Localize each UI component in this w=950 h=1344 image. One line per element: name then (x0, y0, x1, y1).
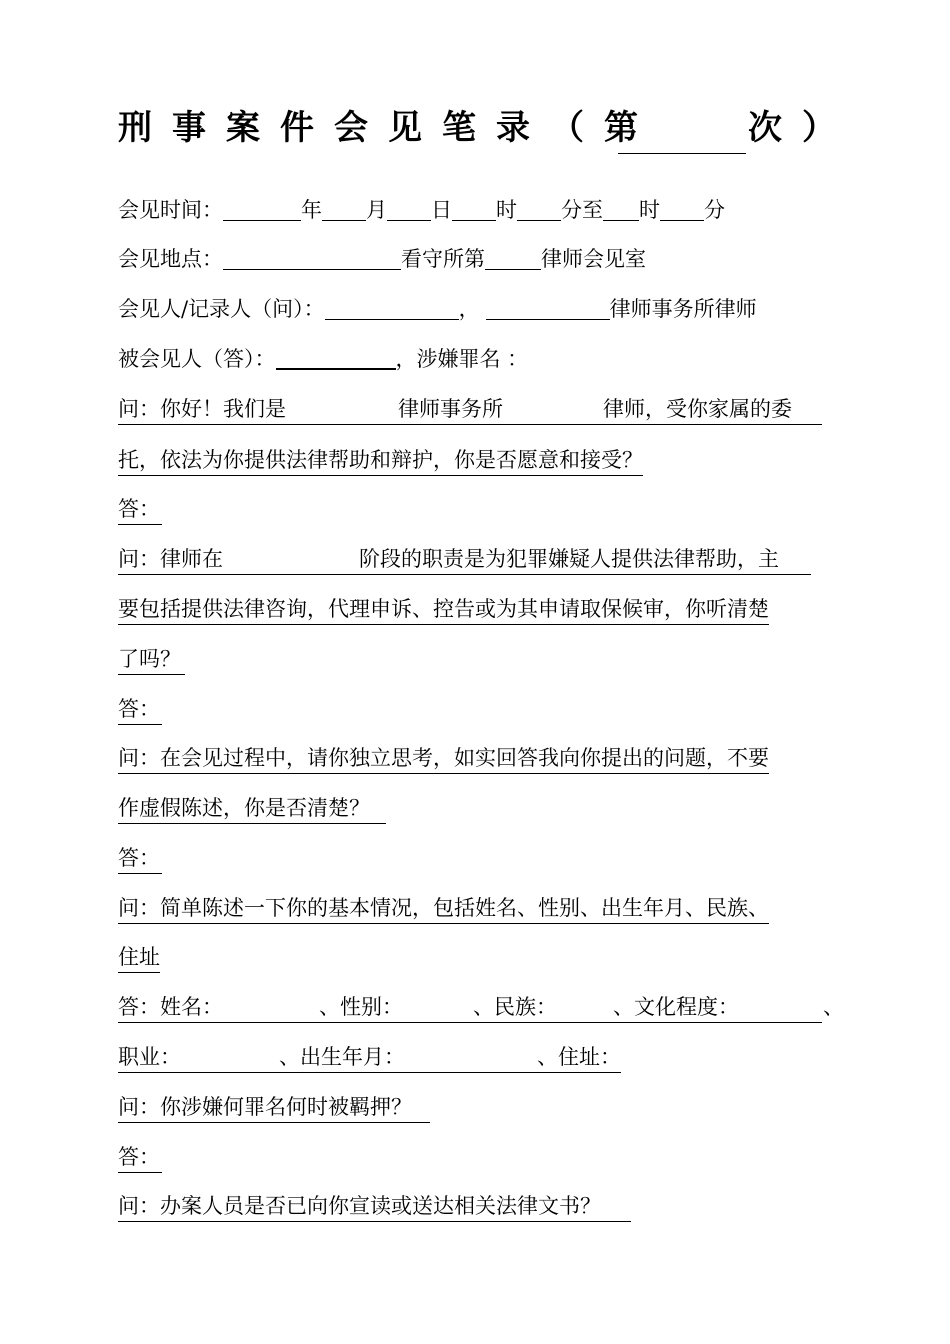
meeting-time-label: 会见时间： (118, 198, 223, 222)
q6-text: 问：办案人员是否已向你宣读或送达相关法律文书？ (118, 1194, 631, 1222)
a4-line2 (118, 1045, 621, 1073)
a4-addr-label: 、住址： (537, 1045, 621, 1069)
day-label: 日 (431, 198, 452, 222)
jail-label: 看守所第 (401, 247, 485, 271)
q4-text-a: 问：简单陈述一下你的基本情况，包括姓名、性别、出生年月、民族、 (118, 896, 769, 924)
q4-text-b: 住址 (118, 945, 160, 973)
minute-to-label: 分至 (561, 198, 603, 222)
a3-row (118, 846, 162, 874)
law-firm-blank[interactable] (486, 299, 610, 320)
q3-text-b: 作虚假陈述，你是否清楚？ (118, 796, 386, 824)
q5-text: 问：你涉嫌何罪名何时被羁押？ (118, 1095, 430, 1123)
answer-label: 答： (118, 697, 162, 725)
room-number-blank[interactable] (485, 249, 541, 270)
meeting-place-row (118, 247, 646, 271)
session-number-blank[interactable] (618, 153, 746, 154)
a4-birth-label: 、出生年月： (279, 1045, 405, 1069)
q1-text-b: 律师事务所 (398, 397, 503, 421)
q6-row (118, 1194, 631, 1222)
q5-row (118, 1095, 430, 1123)
answer-label: 答： (118, 846, 162, 874)
q2-text-b: 阶段的职责是为犯罪嫌疑人提供法律帮助，主 (359, 547, 779, 571)
q4-line1 (118, 896, 769, 924)
document-title: 刑事案件会见笔录（第 (118, 108, 658, 148)
a4-education-label: 、文化程度： (613, 995, 739, 1019)
minute2-label: 分 (704, 198, 725, 222)
q2-text-d: 了吗？ (118, 647, 185, 675)
q4-line2 (118, 945, 160, 973)
a4-gender-label: 、性别： (319, 995, 403, 1019)
interviewer-comma: ， (458, 297, 480, 321)
q2-line2 (118, 597, 769, 625)
a4-ethnic-label: 、民族： (473, 995, 557, 1019)
interviewee-name-blank[interactable] (276, 348, 396, 370)
q1-text-a: 问：你好！我们是 (118, 397, 286, 421)
a2-row (118, 697, 162, 725)
q2-line1 (118, 547, 811, 575)
q3-line1 (118, 746, 769, 774)
q2-line3 (118, 647, 185, 675)
document-title-end: 次） (748, 108, 856, 148)
year-blank[interactable] (223, 200, 301, 221)
hour2-label: 时 (639, 198, 660, 222)
minute2-blank[interactable] (660, 200, 704, 221)
hour-label: 时 (496, 198, 517, 222)
hour-blank[interactable] (452, 200, 496, 221)
month-label: 月 (366, 198, 387, 222)
month-blank[interactable] (322, 200, 366, 221)
interviewee-row (118, 347, 528, 371)
q1-line2 (118, 448, 643, 476)
interviewer-label: 会见人/记录人（问）： (118, 297, 325, 321)
a4-name-label: 答：姓名： (118, 995, 223, 1019)
q1-line1 (118, 397, 822, 425)
a4-job-label: 职业： (118, 1045, 181, 1069)
q2-text-c: 要包括提供法律咨询，代理申诉、控告或为其申请取保候审，你听清楚 (118, 597, 769, 625)
a5-row (118, 1145, 162, 1173)
year-label: 年 (301, 198, 322, 222)
q1-text-c: 律师，受你家属的委 (603, 397, 792, 421)
crime-label: ，涉嫌罪名 ： (395, 347, 529, 371)
jail-name-blank[interactable] (223, 249, 401, 270)
interviewee-label: 被会见人（答）： (118, 347, 276, 371)
interviewer-suffix: 律师事务所律师 (609, 297, 757, 321)
q3-text-a: 问：在会见过程中，请你独立思考，如实回答我向你提出的问题，不要 (118, 746, 769, 774)
minute-blank[interactable] (517, 200, 561, 221)
interviewer-name-blank[interactable] (325, 299, 459, 320)
q2-text-a: 问：律师在 (118, 547, 223, 571)
meeting-time-row (118, 198, 725, 222)
room-label: 律师会见室 (541, 247, 646, 271)
a1-row (118, 497, 162, 525)
answer-label: 答： (118, 1145, 162, 1173)
a4-line1 (118, 995, 844, 1023)
interviewer-row (118, 297, 757, 321)
answer-label: 答： (118, 497, 162, 525)
a4-sep: 、 (823, 995, 844, 1019)
day-blank[interactable] (387, 200, 431, 221)
q1-text-d: 托，依法为你提供法律帮助和辩护，你是否愿意和接受？ (118, 448, 643, 476)
meeting-place-label: 会见地点： (118, 247, 223, 271)
q3-line2 (118, 796, 386, 824)
hour2-blank[interactable] (603, 200, 639, 221)
